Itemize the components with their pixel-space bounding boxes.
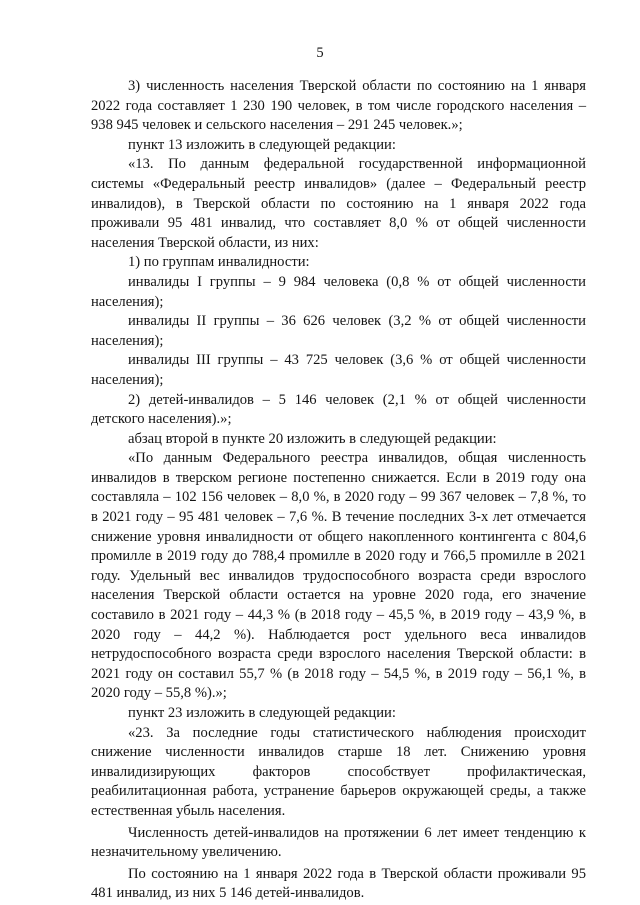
paragraph-disability-groups: 1) по группам инвалидности: xyxy=(128,254,310,271)
paragraph-point-23-text: «23. За последние годы статистического наблюдения происходит снижение численности инвалидов старше 18 лет. Снижению уровня инвалидизирующих факторов способствует профилактическая, реабилитационная работа, устранение барьеров окружающей среды, а также естественная убыль населения. xyxy=(91,724,586,819)
paragraph-amend-point-13: пункт 13 изложить в следующей редакции: xyxy=(128,136,396,153)
paragraph-group-2: инвалиды II группы – 36 626 человек (3,2 % от общей численности населения); xyxy=(91,313,586,349)
paragraph-group-3: инвалиды III группы – 43 725 человек (3,6 % от общей численности населения); xyxy=(91,352,586,388)
paragraph-group-1: инвалиды I группы – 9 984 человека (0,8 % от общей численности населения); xyxy=(91,273,586,310)
paragraph-point-20-text: «По данным Федерального реестра инвалидов, общая численность инвалидов в тверском регионе постепенно снижается. Если в 2019 году она составляла – 102 156 человек – 8,0 %, в 2020 году – 99 367 человек – 7,8 %, то в 2021 году – 95 481 человек – 7,6 %. В течение последних 3-х лет отмечается снижение уровня инвалидности от общего накопленного контингента с 804,6 промилле в 2019 году до 788,4 промилле в 2020 году и 766,5 промилле в 2021 году. Удельный вес инвалидов трудоспособного возраста среди взрослого населения Тверской области остается на уровне 2020 года, его значение составило в 2021 году – 44,3 % (в 2018 году – 45,5 %, в 2019 году – 43,9 %, в 2020 году – 44,2 %). Наблюдается рост удельного веса инвалидов нетрудоспособного возраста среди взрослого населения Тверской области: в 2021 году он составил 55,7 % (в 2018 году – 54,5 %, в 2019 году – 56,1 %, в 2020 году – 55,8 %).»; xyxy=(91,450,586,702)
paragraph-population: 3) численность населения Тверской области по состоянию на 1 января 2022 года составляет 1 230 190 человек, в том числе городского населения – 938 945 человек и сельского населения – 291 245 человек.»; xyxy=(91,78,586,134)
paragraph-amend-point-23: пункт 23 изложить в следующей редакции: xyxy=(128,705,396,721)
paragraph-summary: По состоянию на 1 января 2022 года в Тверской области проживали 95 481 инвалид, из них 5 146 детей-инвалидов. xyxy=(91,865,586,902)
paragraph-children-trend: Численность детей-инвалидов на протяжении 6 лет имеет тенденцию к незначительному увеличению. xyxy=(91,824,586,861)
paragraph-amend-point-20: абзац второй в пункте 20 изложить в следующей редакции: xyxy=(128,430,497,447)
page-number: 5 xyxy=(316,45,324,61)
paragraph-point-13-text: «13. По данным федеральной государственной информационной системы «Федеральный реестр инвалидов» (далее – Федеральный реестр инвалидов), в Тверской области по состоянию на 1 января 2022 года проживали 95 481 инвалид, что составляет 8,0 % от общей численности населения Тверской области, из них: xyxy=(91,156,586,251)
document-body xyxy=(91,77,586,904)
paragraph-disabled-children: 2) детей-инвалидов – 5 146 человек (2,1 % от общей численности детского населения).»; xyxy=(91,391,586,428)
